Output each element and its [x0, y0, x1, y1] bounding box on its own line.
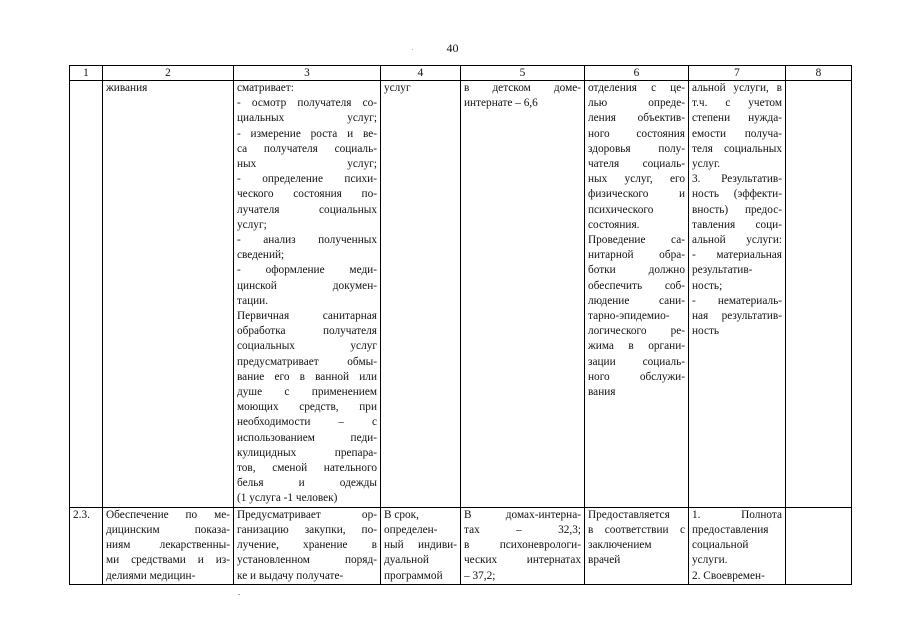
cell-line: обеспечить соб- [588, 279, 685, 292]
header-cell: 3 [234, 66, 381, 81]
cell-line: ке и выдачу получате- [237, 569, 344, 582]
cell-line: - измерение роста и ве- [237, 127, 377, 140]
cell-conditions [585, 507, 689, 584]
cell-line: са получателя социаль- [237, 142, 377, 155]
cell-line: - определение психи- [237, 173, 377, 186]
header-cell: 7 [689, 66, 786, 81]
cell-line: ботки должно [588, 264, 685, 277]
cell-line: Обеспечение по ме- [106, 508, 230, 521]
cell-line: состояния. [588, 218, 640, 231]
cell-number [70, 81, 103, 508]
cell-line: услуг. [692, 158, 721, 171]
cell-line: ного обслужи- [588, 370, 685, 383]
cell-line: необходимости – с [237, 416, 377, 429]
cell-line: в психоневрологи- [464, 539, 581, 552]
cell-line: сведений; [237, 249, 285, 262]
cell-line: людение сани- [588, 294, 685, 307]
header-cell: 2 [103, 66, 234, 81]
cell-line: вность) предос- [692, 203, 782, 216]
cell-line: дуальной [384, 554, 429, 567]
cell-line: в соответствии с [588, 523, 685, 536]
cell-empty [786, 507, 852, 584]
cell-empty [786, 81, 852, 508]
cell-line: лучение, хранение в [237, 539, 377, 552]
header-cell: 8 [786, 66, 852, 81]
cell-line: - материальная [692, 249, 782, 262]
cell-line: ми средствами и из- [106, 554, 230, 567]
cell-line: 2.3. [73, 508, 90, 521]
cell-line: тах – 32,3; [464, 523, 581, 536]
cell-line: В домах-интерна- [464, 508, 581, 521]
cell-line: делиями медицин- [106, 569, 196, 582]
page-number: 40 [446, 41, 459, 55]
cell-line: степени нужда- [692, 112, 782, 125]
cell-line: емости получа- [692, 127, 782, 140]
cell-line: тавления соци- [692, 218, 782, 231]
cell-line: ных услуг, его [588, 173, 685, 186]
cell-line: Предоставляется [588, 508, 670, 521]
services-table [69, 65, 852, 585]
cell-line: ность; [692, 279, 723, 292]
cell-line: в детском доме- [464, 82, 581, 94]
cell-line: - оформление меди- [237, 264, 377, 277]
cell-line: ных услуг; [237, 158, 377, 171]
cell-line: вания [588, 386, 616, 399]
cell-line: лью опреде- [588, 97, 685, 110]
cell-line: жима в органи- [588, 340, 685, 353]
cell-line: белья и одежды [237, 477, 377, 490]
cell-tariff [461, 81, 585, 508]
header-cell: 6 [585, 66, 689, 81]
cell-line: теля социальных [692, 142, 782, 155]
cell-line: предоставления [692, 523, 769, 536]
header-cell: 1 [70, 66, 103, 81]
cell-service-name [103, 507, 234, 584]
cell-line: моющих средств, при [237, 401, 377, 414]
cell-line: предусматривает обмы- [237, 355, 377, 368]
cell-line: альной услуги, в [692, 82, 782, 94]
cell-line: лучателя социальных [237, 203, 377, 216]
cell-conditions [585, 81, 689, 508]
cell-line: услуги. [692, 554, 728, 567]
table-row [70, 507, 852, 584]
cell-line: циальных услуг; [237, 112, 377, 125]
cell-line: обработка получателя [237, 325, 377, 338]
cell-line: - осмотр получателя со- [237, 97, 377, 110]
cell-line: зации социаль- [588, 355, 685, 368]
cell-term [381, 81, 461, 508]
cell-line: интернате – 6,6 [464, 97, 538, 110]
cell-line: 3. Результатив- [692, 173, 782, 186]
cell-line: социальных услуг [237, 340, 377, 353]
cell-line: тов, сменой нательного [237, 462, 377, 475]
cell-line: ного состояния [588, 127, 685, 140]
cell-line: дицинским показа- [106, 523, 230, 536]
cell-line: тации. [237, 294, 269, 307]
cell-line: ность (эффекти- [692, 188, 782, 201]
cell-line: врачей [588, 554, 621, 567]
cell-description [234, 507, 381, 584]
cell-line: альной услуги: [692, 234, 782, 247]
cell-line: психического [588, 203, 654, 216]
cell-line: ческого состояния по- [237, 188, 377, 201]
cell-line: установленном поряд- [237, 554, 377, 567]
cell-number [70, 507, 103, 584]
cell-line: 2. Своевремен- [692, 569, 765, 582]
cell-line: ная результатив- [692, 310, 782, 323]
cell-line: программой [384, 569, 443, 582]
cell-line: логического ре- [588, 325, 685, 338]
header-cell: 4 [381, 66, 461, 81]
cell-line: живания [106, 82, 148, 94]
cell-line: физического и [588, 188, 685, 201]
cell-line: Предусматривает ор- [237, 508, 377, 521]
cell-line: ления объектив- [588, 112, 685, 125]
scan-speck [412, 49, 413, 50]
cell-line: использованием педи- [237, 431, 377, 444]
cell-quality-indicators [689, 507, 786, 584]
cell-line: ность [692, 325, 720, 338]
cell-tariff [461, 507, 585, 584]
cell-line: ганизацию закупки, по- [237, 523, 377, 536]
header-cell: 5 [461, 66, 585, 81]
cell-line: чателя социаль- [588, 158, 685, 171]
cell-line: – 37,2; [464, 569, 496, 582]
cell-line: здоровья полу- [588, 142, 685, 155]
cell-term [381, 507, 461, 584]
cell-line: нитарной обра- [588, 249, 685, 262]
cell-line: (1 услуга -1 человек) [237, 492, 338, 505]
header-row [70, 66, 852, 81]
cell-line: т.ч. с учетом [692, 97, 782, 110]
cell-service-name [103, 81, 234, 508]
table-row [70, 81, 852, 508]
cell-line: результатив- [692, 264, 753, 277]
cell-description [234, 81, 381, 508]
cell-line: 1. Полнота [692, 508, 782, 521]
cell-line: цинской докумен- [237, 279, 377, 292]
cell-line: заключением [588, 539, 652, 552]
cell-line: определен- [384, 523, 438, 536]
cell-line: вание его в ванной или [237, 370, 377, 383]
cell-quality-indicators [689, 81, 786, 508]
cell-line: сматривает: [237, 82, 294, 94]
cell-line: В срок, [384, 508, 419, 521]
cell-line: тарно-эпидемио- [588, 310, 670, 323]
cell-line: кулицидных препара- [237, 446, 377, 459]
cell-line: Проведение са- [588, 234, 685, 247]
cell-line: услуг; [237, 218, 267, 231]
scan-speck [238, 594, 240, 595]
cell-line: ный индиви- [384, 539, 457, 552]
cell-line: - нематериаль- [692, 294, 782, 307]
cell-line: отделения с це- [588, 82, 685, 94]
cell-line: душе с применением [237, 386, 377, 399]
cell-line: услуг [384, 82, 411, 94]
cell-line: - анализ полученных [237, 234, 377, 247]
cell-line: Первичная санитарная [237, 310, 377, 323]
cell-line: ческих интернатах [464, 554, 581, 567]
cell-line: ниям лекарственны- [106, 539, 230, 552]
cell-line: социальной [692, 539, 749, 552]
